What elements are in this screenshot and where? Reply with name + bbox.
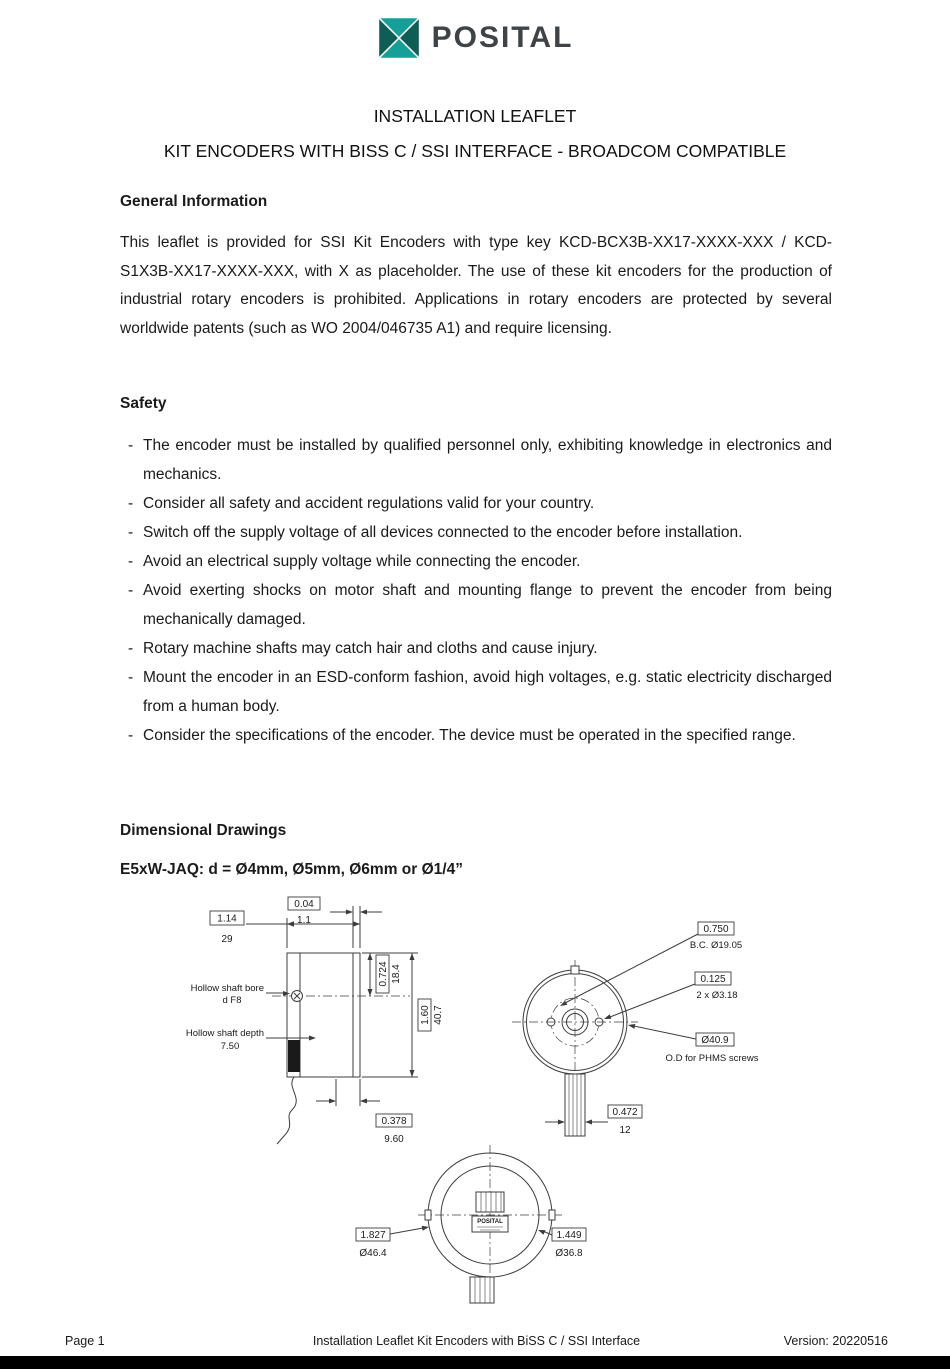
list-dash-marker: - bbox=[128, 582, 134, 599]
list-dash-marker: - bbox=[128, 495, 134, 512]
side-notch-right bbox=[549, 1210, 555, 1220]
safety-list bbox=[128, 431, 832, 750]
safety-item-text: Consider the specifications of the encoder. The device must be operated in the specified range. bbox=[143, 727, 796, 744]
ribbon-cable-bottom bbox=[470, 1277, 494, 1303]
connector-block bbox=[288, 1040, 300, 1072]
dim-width-inch: 1.14 bbox=[217, 913, 237, 925]
section-heading-safety: Safety bbox=[120, 395, 167, 412]
encoder-bottom-view bbox=[356, 1145, 586, 1303]
dimensional-drawing bbox=[160, 890, 840, 1310]
doc-title: INSTALLATION LEAFLET bbox=[373, 106, 577, 126]
dim-cable-inch: 0.472 bbox=[612, 1107, 638, 1118]
section-heading-dimensional-drawings: Dimensional Drawings bbox=[120, 822, 287, 839]
dim-depth-mm: 9.60 bbox=[384, 1134, 404, 1145]
safety-list-item bbox=[128, 518, 832, 547]
dim-depth-inch: 0.378 bbox=[381, 1116, 407, 1127]
drawing-model-subheading: E5xW-JAQ: d = Ø4mm, Ø5mm, Ø6mm or Ø1/4” bbox=[120, 861, 463, 878]
posital-logo bbox=[0, 16, 950, 60]
pcb-connector bbox=[476, 1192, 504, 1212]
dim-bc-mm: B.C. Ø19.05 bbox=[689, 940, 743, 951]
dim-cable-mm: 12 bbox=[619, 1125, 631, 1136]
top-notch bbox=[571, 966, 579, 974]
safety-list-item bbox=[128, 547, 832, 576]
dim-h2-mm: 40.7 bbox=[433, 1005, 444, 1025]
side-notch-left bbox=[425, 1210, 431, 1220]
list-dash-marker: - bbox=[128, 669, 134, 686]
posital-logo-text: POSITAL bbox=[431, 21, 574, 54]
encoder-front-view bbox=[512, 922, 759, 1136]
dim-od-description: O.D for PHMS screws bbox=[665, 1053, 759, 1064]
list-dash-marker: - bbox=[128, 524, 134, 541]
safety-item-text: Switch off the supply voltage of all devices connected to the encoder before installation. bbox=[143, 524, 743, 541]
list-dash-marker: - bbox=[128, 640, 134, 657]
list-dash-marker: - bbox=[128, 437, 134, 454]
safety-list-item bbox=[128, 663, 832, 721]
safety-item-text: Consider all safety and accident regulations valid for your country. bbox=[143, 495, 595, 512]
safety-list-item bbox=[128, 576, 832, 634]
safety-list-item bbox=[128, 431, 832, 489]
dim-od-value: Ø40.9 bbox=[701, 1035, 729, 1046]
dim-outer-dia-inch: 1.827 bbox=[360, 1230, 386, 1241]
safety-item-text: Mount the encoder in an ESD-conform fashion, avoid high voltages, e.g. static electricity discharged from a human body. bbox=[143, 669, 832, 715]
dim-holes-inch: 0.125 bbox=[700, 974, 726, 985]
safety-list-item bbox=[128, 721, 832, 750]
list-dash-marker: - bbox=[128, 727, 134, 744]
dim-gap-mm: 1.1 bbox=[297, 915, 311, 926]
list-dash-marker: - bbox=[128, 553, 134, 570]
dim-h1-mm: 18.4 bbox=[391, 964, 402, 984]
doc-subtitle: KIT ENCODERS WITH BISS C / SSI INTERFACE - BROADCOM COMPATIBLE bbox=[163, 141, 787, 161]
label-hollow-shaft-bore: Hollow shaft bore bbox=[190, 983, 264, 994]
dim-h2-inch: 1.60 bbox=[420, 1005, 431, 1025]
safety-item-text: Avoid an electrical supply voltage while connecting the encoder. bbox=[143, 553, 581, 570]
safety-list-item bbox=[128, 634, 832, 663]
footer-page-number: Page 1 bbox=[65, 1334, 105, 1348]
label-hollow-shaft-depth-value: 7.50 bbox=[220, 1041, 240, 1052]
cable-side bbox=[277, 1077, 296, 1144]
pcb-brand-label: POSITAL bbox=[477, 1219, 503, 1225]
dim-h1-inch: 0.724 bbox=[378, 961, 389, 987]
safety-item-text: The encoder must be installed by qualified personnel only, exhibiting knowledge in electronics and mechanics. bbox=[143, 437, 832, 483]
dim-outer-dia-mm: Ø46.4 bbox=[359, 1248, 387, 1259]
dim-inner-dia-mm: Ø36.8 bbox=[555, 1248, 583, 1259]
ribbon-cable-front bbox=[565, 1074, 585, 1136]
safety-list-item bbox=[128, 489, 832, 518]
general-information-paragraph: This leaflet is provided for SSI Kit Encoders with type key KCD-BCX3B-XX17-XXXX-XXX / KCD-S1X3B-XX17-XXXX-XXX, with X as placeholder. The use of these kit encoders for the production of industrial rotary encoders is prohibited. Applications in rotary encoders are protected by several worldwide patents (such as WO 2004/046735 A1) and require licensing. bbox=[120, 234, 832, 337]
label-hollow-shaft-bore-fit: d F8 bbox=[222, 995, 242, 1006]
footer-doc-name: Installation Leaflet Kit Encoders with BiSS C / SSI Interface bbox=[312, 1334, 641, 1348]
dim-bc-inch: 0.750 bbox=[703, 924, 729, 935]
dim-inner-dia-inch: 1.449 bbox=[556, 1230, 582, 1241]
page-footer bbox=[65, 1334, 888, 1348]
footer-bar bbox=[0, 1356, 950, 1369]
label-hollow-shaft-depth: Hollow shaft depth bbox=[185, 1028, 264, 1039]
dim-gap-inch: 0.04 bbox=[294, 899, 314, 910]
encoder-side-view bbox=[186, 897, 444, 1145]
safety-item-text: Avoid exerting shocks on motor shaft and mounting flange to prevent the encoder from being mechanically damaged. bbox=[143, 582, 832, 628]
dim-width-mm: 29 bbox=[221, 934, 233, 945]
dim-holes-mm: 2 x Ø3.18 bbox=[696, 990, 738, 1001]
posital-logo-icon bbox=[377, 16, 421, 60]
footer-version: Version: 20220516 bbox=[783, 1334, 888, 1348]
section-heading-general-information: General Information bbox=[120, 193, 268, 210]
safety-item-text: Rotary machine shafts may catch hair and cloths and cause injury. bbox=[143, 640, 598, 657]
